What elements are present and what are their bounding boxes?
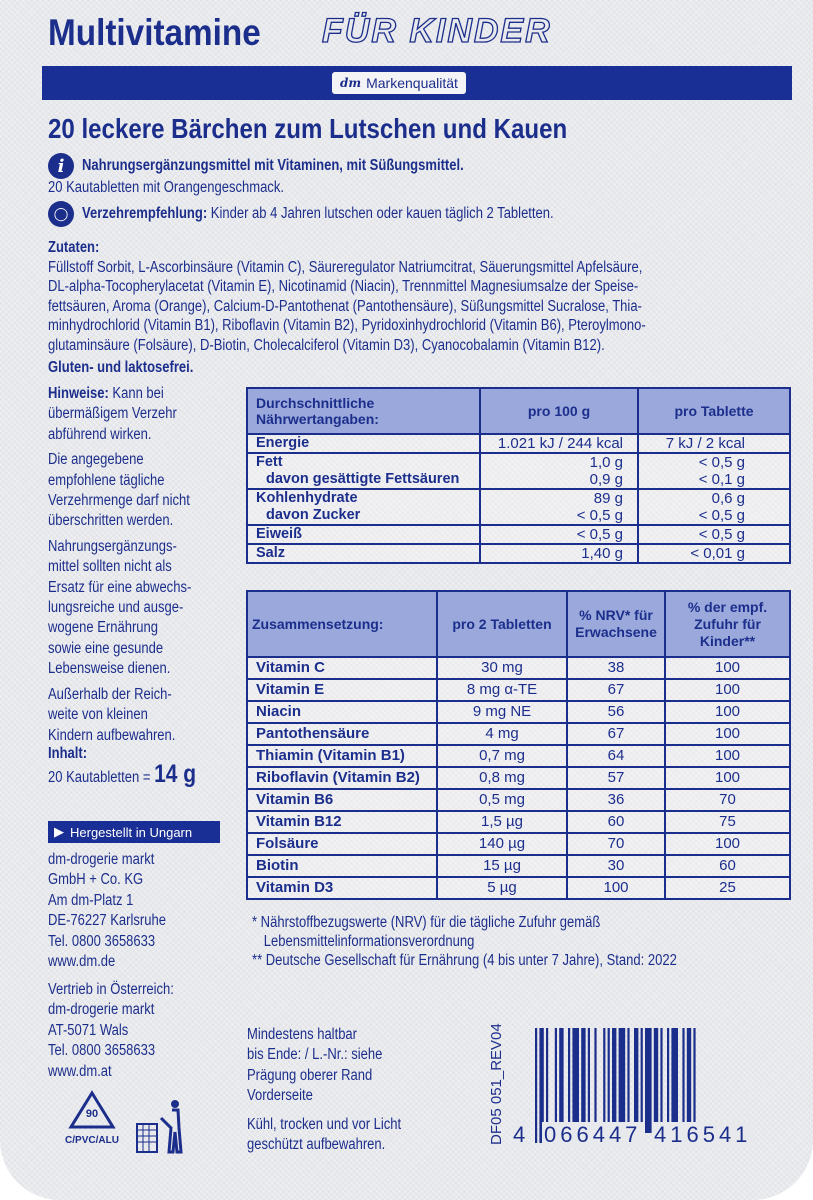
- nutrition-value: 7 kJ / 2 kcal: [665, 435, 745, 452]
- composition-cell: Vitamin E: [247, 679, 437, 701]
- origin-badge: [48, 821, 220, 843]
- storage-note: [247, 1115, 401, 1156]
- nutrition-cell: [247, 544, 480, 563]
- nutrition-value: < 0,5 g: [698, 526, 745, 543]
- recycling-number: 90: [85, 1108, 99, 1120]
- composition-cell: 8 mg α-TE: [437, 679, 567, 701]
- notes-line: Kann bei: [108, 385, 164, 402]
- nutrition-header-cell: pro Tablette: [638, 388, 790, 434]
- nutrition-cell: [480, 544, 638, 563]
- composition-cell: Riboflavin (Vitamin B2): [247, 767, 437, 789]
- austria-address: [48, 980, 174, 1082]
- contents-amount: 14 g: [154, 760, 197, 789]
- composition-cell: Biotin: [247, 855, 437, 877]
- footnotes: [252, 913, 677, 970]
- dosage-text-wrap: [82, 204, 804, 224]
- notes-line: abführend wirken.: [48, 425, 152, 443]
- nutrition-value: Energie: [256, 435, 310, 451]
- contents: [48, 744, 196, 789]
- address-line: Vertrieb in Österreich:: [48, 981, 174, 998]
- origin-label: Hergestellt in Ungarn: [70, 824, 193, 840]
- barcode-bar: [654, 1028, 658, 1133]
- barcode-bar: [559, 1028, 563, 1133]
- ingredients-line: fettsäuren, Aroma (Orange), Calcium-D-Pantothenat (Pantothensäure), Süßungsmittel Sucralose, Thia-: [48, 297, 642, 315]
- barcode-bar: [641, 1028, 643, 1133]
- dosage-label: Verzehrempfehlung:: [82, 205, 208, 222]
- info-icon: i: [48, 153, 74, 179]
- cup-tablet-icon: ◯: [48, 201, 74, 227]
- print-code: DF05 051_REV04: [488, 1023, 505, 1145]
- nutrition-value: < 0,01 g: [690, 545, 745, 562]
- nutrition-value: Eiweiß: [256, 526, 302, 542]
- composition-cell: Vitamin B6: [247, 789, 437, 811]
- notes-line: übermäßigem Verzehr: [48, 405, 177, 423]
- best-before-line: Vorderseite: [247, 1087, 313, 1105]
- nutrition-cell: [480, 525, 638, 544]
- product-title: Multivitamine: [48, 12, 261, 53]
- barcode-bar: [555, 1028, 557, 1133]
- brand-band: [42, 66, 792, 100]
- composition-cell: Thiamin (Vitamin B1): [247, 745, 437, 767]
- composition-cell: 57: [567, 767, 665, 789]
- manufacturer-address: [48, 850, 166, 972]
- footnote-nrv: * Nährstoffbezugswerte (NRV) für die tägliche Zufuhr gemäß: [252, 914, 601, 931]
- nutrition-value: davon Zucker: [266, 507, 361, 523]
- ean-digits-right: 416541: [654, 1122, 752, 1147]
- composition-cell: 70: [665, 789, 790, 811]
- composition-row: [247, 657, 790, 679]
- product-title-accent: FÜR KINDER: [322, 12, 552, 50]
- nutrition-cell: [480, 434, 638, 453]
- nutrition-cell: [247, 489, 480, 525]
- nutrition-header-row: [247, 388, 790, 434]
- composition-row: [247, 723, 790, 745]
- barcode-bar: [568, 1028, 570, 1133]
- composition-cell: 75: [665, 811, 790, 833]
- nutrition-cell: [247, 434, 480, 453]
- dosage-text: Kinder ab 4 Jahren lutschen oder kauen täglich 2 Tabletten.: [210, 205, 554, 222]
- barcode-bar: [645, 1028, 652, 1133]
- nutrition-cell: [638, 453, 790, 489]
- composition-cell: 100: [665, 745, 790, 767]
- composition-cell: 67: [567, 723, 665, 745]
- barcode-bar: [608, 1028, 610, 1133]
- barcode-bar: [627, 1028, 629, 1133]
- notes-line: Nahrungsergänzungs-: [48, 537, 177, 555]
- composition-cell: 36: [567, 789, 665, 811]
- composition-row: [247, 811, 790, 833]
- composition-cell: 100: [665, 701, 790, 723]
- barcode-bar: [671, 1028, 678, 1133]
- ean-digit-first: 4: [513, 1122, 529, 1147]
- notes-line: Verzehrmenge darf nicht: [48, 492, 190, 510]
- composition-cell: 70: [567, 833, 665, 855]
- address-line: dm-drogerie markt: [48, 851, 155, 868]
- composition-cell: 5 µg: [437, 877, 567, 899]
- nutrition-value: < 0,5 g: [698, 454, 745, 471]
- nutrition-value: davon gesättigte Fettsäuren: [266, 471, 460, 487]
- dosage-row: [48, 201, 813, 227]
- nutrition-row: [247, 525, 790, 544]
- composition-cell: 100: [665, 679, 790, 701]
- info-line-1: Nahrungsergänzungsmittel mit Vitaminen, mit Süßungsmittel.: [82, 157, 464, 174]
- nutrition-value: < 0,5 g: [576, 507, 623, 524]
- composition-cell: Vitamin C: [247, 657, 437, 679]
- nutrition-cell: [638, 544, 790, 563]
- ingredients-line: glutaminsäure (Folsäure), D-Biotin, Cholecalciferol (Vitamin D3), Cyanocobalamin (Vitamin B12).: [48, 336, 605, 354]
- nutrition-value: Fett: [256, 454, 283, 470]
- notes-line: weite von kleinen: [48, 706, 148, 724]
- notes-line: sowie eine gesunde: [48, 639, 164, 657]
- best-before-line: Mindestens haltbar: [247, 1026, 358, 1043]
- nutrition-header-cell: pro 100 g: [480, 388, 638, 434]
- nutrition-row: [247, 434, 790, 453]
- composition-cell: Pantothensäure: [247, 723, 437, 745]
- notes-line: Lebensweise dienen.: [48, 660, 171, 678]
- composition-row: [247, 745, 790, 767]
- nutrition-value: 0,9 g: [589, 471, 623, 488]
- composition-cell: 140 µg: [437, 833, 567, 855]
- composition-table: [246, 590, 791, 900]
- contents-text: 20 Kautabletten =: [48, 769, 151, 787]
- nutrition-cell: [638, 489, 790, 525]
- brand-badge-label: Markenqualität: [366, 75, 458, 91]
- nutrition-cell: [638, 525, 790, 544]
- allergen-info: Gluten- und laktosefrei.: [48, 358, 194, 376]
- composition-cell: 56: [567, 701, 665, 723]
- notes-line: empfohlene tägliche: [48, 471, 165, 489]
- composition-cell: 25: [665, 877, 790, 899]
- footnote-dge: ** Deutsche Gesellschaft für Ernährung (4 bis unter 7 Jahre), Stand: 2022: [252, 952, 677, 969]
- nutrition-value: 1,0 g: [589, 454, 623, 471]
- nutrition-value: 89 g: [593, 490, 623, 507]
- composition-row: [247, 833, 790, 855]
- composition-row: [247, 767, 790, 789]
- barcode-bar: [634, 1028, 638, 1133]
- notes-first-line: [48, 384, 191, 404]
- storage-line: Kühl, trocken und vor Licht: [247, 1116, 402, 1133]
- notes-line: Kindern aufbewahren.: [48, 726, 176, 744]
- composition-row: [247, 701, 790, 723]
- address-line: Tel. 0800 3658633: [48, 1042, 156, 1060]
- address-line: dm-drogerie markt: [48, 1001, 155, 1019]
- composition-cell: 64: [567, 745, 665, 767]
- product-subtitle: 20 leckere Bärchen zum Lutschen und Kauen: [48, 113, 568, 144]
- composition-header-cell: pro 2 Tabletten: [437, 591, 567, 657]
- composition-cell: 67: [567, 679, 665, 701]
- notes-line: wogene Ernährung: [48, 619, 159, 637]
- nutrition-value: 0,6 g: [711, 490, 745, 507]
- play-triangle-icon: ▶: [54, 824, 64, 839]
- info-row: [48, 153, 782, 179]
- dm-logo: dm: [340, 76, 362, 90]
- composition-cell: 60: [567, 811, 665, 833]
- notes-label: Hinweise:: [48, 385, 109, 402]
- composition-row: [247, 877, 790, 899]
- composition-cell: Folsäure: [247, 833, 437, 855]
- info-line-2: 20 Kautabletten mit Orangengeschmack.: [48, 179, 284, 196]
- nutrition-value: 1.021 kJ / 244 kcal: [497, 435, 623, 452]
- nutrition-row: [247, 489, 790, 525]
- barcode-bar: [581, 1028, 585, 1133]
- storage-line: geschützt aufbewahren.: [247, 1136, 386, 1154]
- composition-row: [247, 789, 790, 811]
- recycling-symbol: [62, 1090, 122, 1146]
- barcode-bar: [603, 1028, 605, 1133]
- composition-header-cell: Zusammensetzung:: [247, 591, 437, 657]
- nutrition-value: < 0,5 g: [698, 507, 745, 524]
- nutrition-row: [247, 453, 790, 489]
- best-before-note: [247, 1025, 382, 1107]
- address-line: AT-5071 Wals: [48, 1021, 129, 1039]
- composition-cell: 100: [665, 723, 790, 745]
- ingredients: [48, 238, 796, 377]
- nutrition-cell: [247, 525, 480, 544]
- contents-line: [48, 760, 197, 789]
- best-before-line: Prägung oberer Rand: [247, 1066, 373, 1084]
- composition-cell: 9 mg NE: [437, 701, 567, 723]
- composition-cell: 38: [567, 657, 665, 679]
- ingredients-line: DL-alpha-Tocopherylacetat (Vitamin E), Nicotinamid (Niacin), Trennmittel Magnesiumsalze der Speise-: [48, 278, 639, 296]
- notes-line: Ersatz für eine abwechs-: [48, 578, 192, 596]
- ingredients-line: Füllstoff Sorbit, L-Ascorbinsäure (Vitamin C), Säureregulator Natriumcitrat, Säuerungsmittel Apfelsäure,: [48, 258, 643, 276]
- barcode-bar: [660, 1028, 662, 1133]
- composition-header-cell: % der empf. Zufuhr für Kinder**: [665, 591, 790, 657]
- ingredients-line: minhydrochlorid (Vitamin B1), Riboflavin (Vitamin B2), Pyridoxinhydrochlorid (Vitamin B6), Pteroylmono-: [48, 317, 646, 335]
- notes: [48, 384, 191, 746]
- composition-cell: 100: [665, 767, 790, 789]
- nutrition-cell: [638, 434, 790, 453]
- composition-cell: Vitamin B12: [247, 811, 437, 833]
- composition-header-cell: % NRV* für Erwachsene: [567, 591, 665, 657]
- nutrition-value: 1,40 g: [581, 545, 623, 562]
- composition-cell: 30: [567, 855, 665, 877]
- nutrition-value: < 0,1 g: [698, 471, 745, 488]
- address-line: www.dm.at: [48, 1062, 112, 1080]
- barcode-bar: [594, 1028, 596, 1133]
- composition-cell: Vitamin D3: [247, 877, 437, 899]
- barcode-bar: [546, 1028, 548, 1133]
- barcode-bar: [535, 1028, 537, 1143]
- address-line: www.dm.de: [48, 953, 116, 971]
- composition-row: [247, 855, 790, 877]
- composition-cell: 1,5 µg: [437, 811, 567, 833]
- composition-cell: 30 mg: [437, 657, 567, 679]
- nutrition-header-cell: Durchschnittliche Nährwertangaben:: [247, 388, 480, 434]
- composition-cell: 0,7 mg: [437, 745, 567, 767]
- composition-cell: 0,5 mg: [437, 789, 567, 811]
- composition-cell: 60: [665, 855, 790, 877]
- ean-digits-left: 066447: [544, 1122, 642, 1147]
- recycling-material: C/PVC/ALU: [65, 1135, 119, 1146]
- nutrition-cell: [480, 453, 638, 489]
- composition-cell: 4 mg: [437, 723, 567, 745]
- barcode-bar: [687, 1028, 691, 1133]
- notes-line: Außerhalb der Reich-: [48, 685, 172, 703]
- address-line: GmbH + Co. KG: [48, 871, 144, 889]
- nutrition-value: < 0,5 g: [576, 526, 623, 543]
- notes-line: überschritten werden.: [48, 512, 174, 530]
- address-line: Tel. 0800 3658633: [48, 932, 156, 950]
- barcode-bar: [667, 1028, 669, 1133]
- notes-line: Die angegebene: [48, 451, 144, 469]
- composition-cell: Niacin: [247, 701, 437, 723]
- barcode-bar: [588, 1028, 590, 1133]
- barcode-bar: [572, 1028, 579, 1133]
- nutrition-cell: [247, 453, 480, 489]
- nutrition-value: Kohlenhydrate: [256, 490, 358, 506]
- best-before-line: bis Ende: / L.-Nr.: siehe: [247, 1046, 383, 1064]
- nutrition-table: [246, 387, 791, 564]
- tidyman-bin-icon: [135, 1098, 185, 1154]
- composition-header-row: [247, 591, 790, 657]
- footnote-nrv-cont: Lebensmittelinformationsverordnung: [263, 933, 475, 950]
- nutrition-row: [247, 544, 790, 563]
- barcode-bar: [682, 1028, 684, 1133]
- composition-cell: 15 µg: [437, 855, 567, 877]
- address-line: Am dm-Platz 1: [48, 891, 134, 909]
- ingredients-label: Zutaten:: [48, 239, 100, 256]
- contents-label: Inhalt:: [48, 745, 88, 762]
- brand-badge: [332, 72, 466, 94]
- address-line: DE-76227 Karlsruhe: [48, 912, 166, 930]
- composition-cell: 0,8 mg: [437, 767, 567, 789]
- notes-line: mittel sollten nicht als: [48, 558, 172, 576]
- composition-cell: 100: [665, 833, 790, 855]
- composition-cell: 100: [665, 657, 790, 679]
- composition-row: [247, 679, 790, 701]
- notes-line: lungsreiche und ausge-: [48, 599, 184, 617]
- nutrition-value: Salz: [256, 545, 286, 561]
- nutrition-cell: [480, 489, 638, 525]
- composition-cell: 100: [567, 877, 665, 899]
